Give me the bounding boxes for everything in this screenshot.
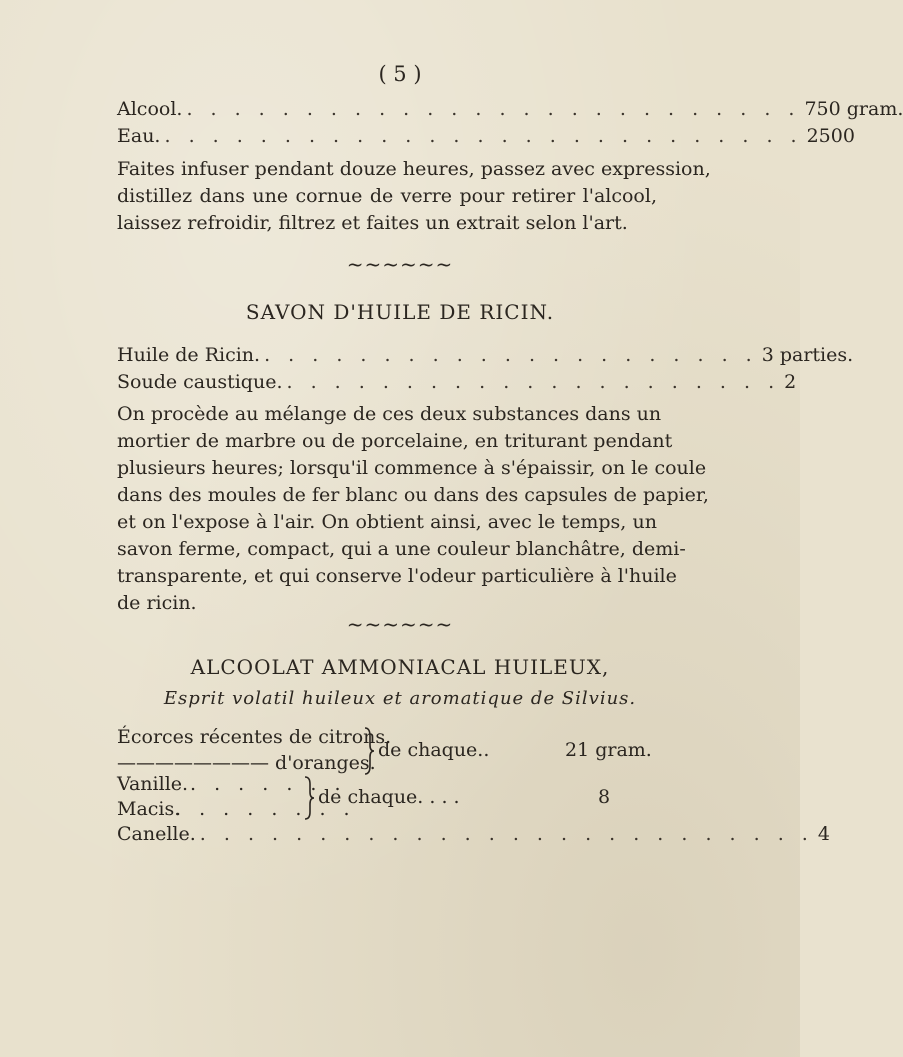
leader-dots: . . . . . . . . . . . . . . . . . . . . . (286, 371, 781, 393)
ingredient-name: Écorces récentes de citrons. (117, 726, 392, 748)
ingredient-name: Soude caustique. (117, 371, 283, 393)
text-line: et on l'expose à l'air. On obtient ainsi, avec le temps, un (117, 511, 657, 533)
ingredient-name: Alcool. (117, 98, 183, 120)
section-title: SAVON D'HUILE DE RICIN. (245, 300, 555, 324)
ingredient-quantity: 21 gram. (565, 739, 652, 761)
ornament-divider: ~~~~~~ (346, 612, 454, 636)
leader-dots: . . . . . . . . . . . . . . . . . . . . . . . . . . (186, 98, 801, 120)
ingredient-name: Eau. (117, 125, 161, 147)
text-line: dans des moules de fer blanc ou dans des capsules de papier, (117, 484, 709, 506)
ingredient-name: ———————— d'oranges. (117, 752, 376, 774)
ingredient-quantity: 2 (784, 371, 797, 393)
text-line: de ricin. (117, 592, 197, 614)
leader-dots: . . . . . . . . (175, 798, 356, 820)
leader-dots: . . . . . . . . . . . . . . . . . . . . . (264, 344, 758, 366)
page-number: ( 5 ) (378, 62, 422, 86)
ingredient-quantity: 8 (598, 786, 611, 808)
text-line: transparente, et qui conserve l'odeur particulière à l'huile (117, 565, 677, 587)
text-line: laissez refroidir, filtrez et faites un extrait selon l'art. (117, 212, 628, 234)
text-line: distillez dans une cornue de verre pour retirer l'alcool, (117, 185, 657, 207)
leader-dots: . . . . . . . . . . . . . . . . . . . . . . . . . . . (164, 125, 803, 147)
ingredient-name: Canelle. (117, 823, 196, 845)
ingredient-name: Macis. (117, 798, 181, 820)
ingredient-row (117, 823, 830, 845)
ingredient-quantity: 2500 (806, 125, 855, 147)
leader-dots: . . . . . . . . . . . . . . . . . . . . . . . . . . (199, 823, 814, 845)
ingredient-quantity: 750 gram. (804, 98, 903, 120)
group-label: de chaque. . . . (318, 786, 460, 808)
ingredient-row (117, 98, 903, 120)
text-line: savon ferme, compact, qui a une couleur blanchâtre, demi- (117, 538, 686, 560)
section-subtitle: Esprit volatil huileux et aromatique de Silvius. (163, 688, 637, 709)
text-line: plusieurs heures; lorsqu'il commence à s'épaissir, on le coule (117, 457, 707, 479)
section-title: ALCOOLAT AMMONIACAL HUILEUX, (190, 655, 610, 679)
ornament-divider: ~~~~~~ (346, 252, 454, 276)
group-label: de chaque.. (378, 739, 490, 761)
ingredient-name: Vanille. (117, 773, 189, 795)
text-line: mortier de marbre ou de porcelaine, en triturant pendant (117, 430, 673, 452)
recipe1-instructions (117, 156, 711, 237)
brace-symbol (302, 775, 316, 821)
text-line: On procède au mélange de ces deux substances dans un (117, 403, 662, 425)
ingredient-row (117, 371, 797, 393)
ingredient-name: Huile de Ricin. (117, 344, 261, 366)
leader-dots: . . . . . . . (190, 773, 347, 795)
ingredient-quantity: 4 (817, 823, 830, 845)
recipe2-instructions (117, 401, 709, 617)
ingredient-row (117, 344, 854, 366)
ingredient-row (117, 125, 855, 147)
brace-symbol (362, 726, 376, 776)
ingredient-quantity: 3 parties. (761, 344, 854, 366)
text-line: Faites infuser pendant douze heures, passez avec expression, (117, 158, 711, 180)
